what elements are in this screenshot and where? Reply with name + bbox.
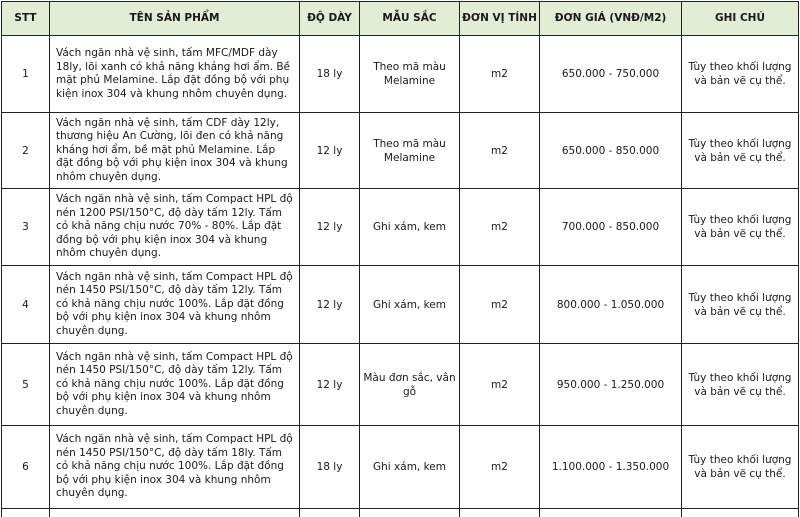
- cell-empty: [360, 509, 460, 517]
- cell-color: Theo mã màu Melamine: [360, 113, 460, 189]
- cell-color: Ghi xám, kem: [360, 189, 460, 266]
- table-row: [2, 113, 799, 189]
- cell-product-name: Vách ngăn nhà vệ sinh, tấm Compact HPL độ nén 1450 PSI/150°C, độ dày tấm 18ly. Tấm có khả năng chịu nước 100%. Lắp đặt đồng bộ với phụ kiện inox 304 và khung nhôm chuyên dụng.: [50, 426, 300, 509]
- cell-unit: m2: [460, 344, 540, 426]
- header-unit: ĐƠN VỊ TÍNH: [460, 2, 540, 36]
- cell-unit: m2: [460, 36, 540, 113]
- cell-empty: [300, 509, 360, 517]
- cell-stt: 2: [2, 113, 50, 189]
- cell-note: Tùy theo khối lượng và bản vẽ cụ thể.: [682, 113, 799, 189]
- cell-color: Màu đơn sắc, vân gỗ: [360, 344, 460, 426]
- cell-product-name: Vách ngăn nhà vệ sinh, tấm Compact HPL độ nén 1450 PSI/150°C, độ dày tấm 12ly. Tấm có khả năng chịu nước 100%. Lắp đặt đồng bộ với phụ kiện inox 304 và khung nhôm chuyên dụng.: [50, 266, 300, 344]
- cell-note: Tùy theo khối lượng và bản vẽ cụ thể.: [682, 189, 799, 266]
- header-color: MẪU SẮC: [360, 2, 460, 36]
- table-row: [2, 344, 799, 426]
- cell-empty: [540, 509, 682, 517]
- cell-stt: 6: [2, 426, 50, 509]
- cell-empty: [682, 509, 799, 517]
- cell-thickness: 18 ly: [300, 426, 360, 509]
- header-note: GHI CHÚ: [682, 2, 799, 36]
- cell-price: 650.000 - 750.000: [540, 36, 682, 113]
- cell-empty: [460, 509, 540, 517]
- cell-thickness: 18 ly: [300, 36, 360, 113]
- cell-unit: m2: [460, 189, 540, 266]
- cell-price: 650.000 - 850.000: [540, 113, 682, 189]
- cell-unit: m2: [460, 426, 540, 509]
- cell-note: Tùy theo khối lượng và bản vẽ cụ thể.: [682, 36, 799, 113]
- cell-price: 950.000 - 1.250.000: [540, 344, 682, 426]
- cell-product-name: Vách ngăn nhà vệ sinh, tấm Compact HPL độ nén 1200 PSI/150°C, độ dày tấm 12ly. Tấm có khả năng chịu nước 70% - 80%. Lắp đặt đồng bộ với phụ kiện inox 304 và khung nhôm chuyên dụng.: [50, 189, 300, 266]
- cell-empty: [2, 509, 50, 517]
- price-table: [1, 1, 799, 517]
- cell-color: Theo mã màu Melamine: [360, 36, 460, 113]
- header-price: ĐƠN GIÁ (VNĐ/M2): [540, 2, 682, 36]
- cell-price: 800.000 - 1.050.000: [540, 266, 682, 344]
- cell-thickness: 12 ly: [300, 189, 360, 266]
- cell-stt: 5: [2, 344, 50, 426]
- cell-unit: m2: [460, 266, 540, 344]
- table-row: [2, 426, 799, 509]
- cell-note: Tùy theo khối lượng và bản vẽ cụ thể.: [682, 426, 799, 509]
- header-thickness: ĐỘ DÀY: [300, 2, 360, 36]
- header-stt: STT: [2, 2, 50, 36]
- cell-thickness: 12 ly: [300, 113, 360, 189]
- cell-thickness: 12 ly: [300, 266, 360, 344]
- cell-color: Ghi xám, kem: [360, 426, 460, 509]
- cell-price: 1.100.000 - 1.350.000: [540, 426, 682, 509]
- table-row-partial: [2, 509, 799, 517]
- cell-note: Tùy theo khối lượng và bản vẽ cụ thể.: [682, 344, 799, 426]
- table-row: [2, 189, 799, 266]
- cell-unit: m2: [460, 113, 540, 189]
- cell-note: Tùy theo khối lượng và bản vẽ cụ thể.: [682, 266, 799, 344]
- table-row: [2, 36, 799, 113]
- cell-stt: 3: [2, 189, 50, 266]
- cell-price: 700.000 - 850.000: [540, 189, 682, 266]
- cell-color: Ghi xám, kem: [360, 266, 460, 344]
- table-header-row: [2, 2, 799, 36]
- table-row: [2, 266, 799, 344]
- cell-empty: [50, 509, 300, 517]
- cell-thickness: 12 ly: [300, 344, 360, 426]
- cell-stt: 1: [2, 36, 50, 113]
- header-product-name: TÊN SẢN PHẨM: [50, 2, 300, 36]
- price-table-sheet: [1, 1, 798, 517]
- cell-product-name: Vách ngăn nhà vệ sinh, tấm CDF dày 12ly, thương hiệu An Cường, lõi đen có khả năng kháng hơi ẩm, bề mặt phủ Melamine. Lắp đặt đồng bộ với phụ kiện inox 304 và khung nhôm chuyên dụng.: [50, 113, 300, 189]
- cell-product-name: Vách ngăn nhà vệ sinh, tấm Compact HPL độ nén 1450 PSI/150°C, độ dày tấm 12ly. Tấm có khả năng chịu nước 100%. Lắp đặt đồng bộ với phụ kiện inox 304 và khung nhôm chuyên dụng.: [50, 344, 300, 426]
- cell-product-name: Vách ngăn nhà vệ sinh, tấm MFC/MDF dày 18ly, lõi xanh có khả năng kháng hơi ẩm. Bề mặt phủ Melamine. Lắp đặt đồng bộ với phụ kiện inox 304 và khung nhôm chuyên dụng.: [50, 36, 300, 113]
- cell-stt: 4: [2, 266, 50, 344]
